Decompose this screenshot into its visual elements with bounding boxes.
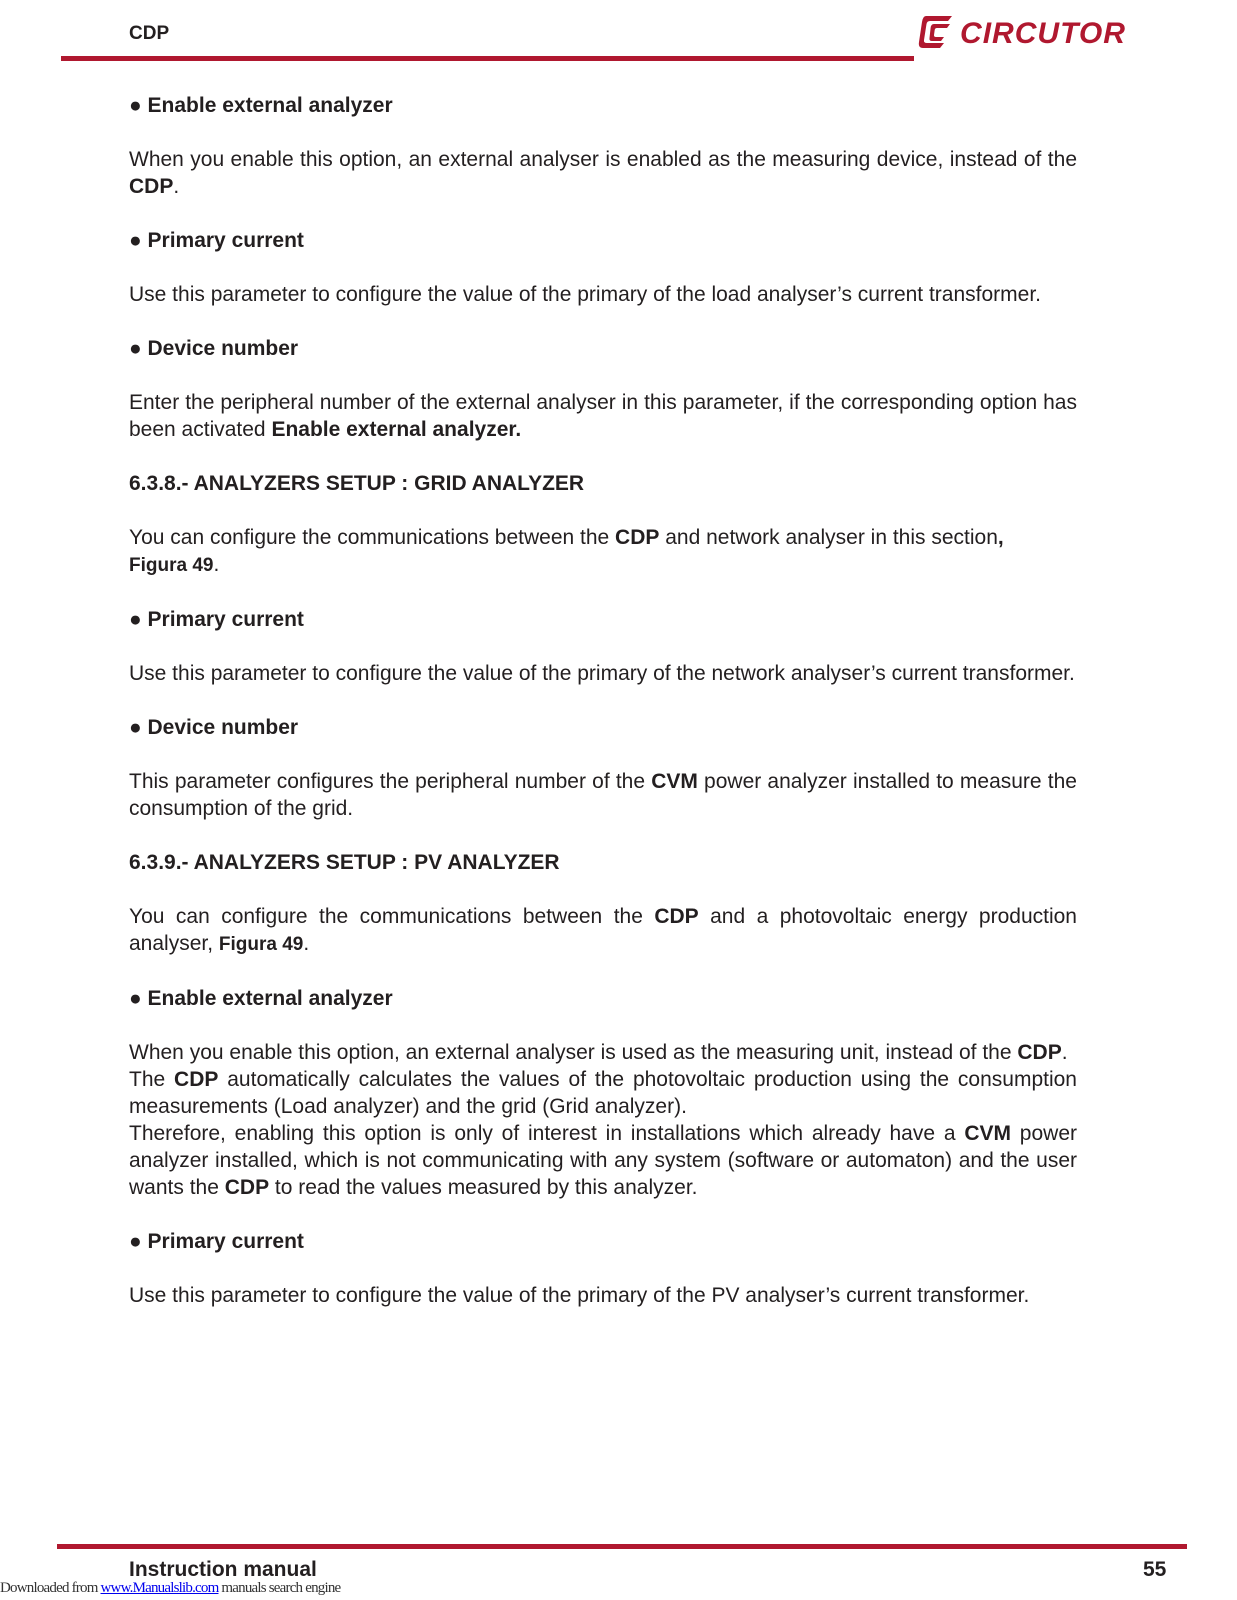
- heading-primary-current: ● Primary current: [129, 229, 304, 252]
- heading-device-number: ● Device number: [129, 716, 299, 739]
- paragraph-pv-analyzer: [129, 903, 1077, 958]
- paragraph-auto-calculation: [129, 1066, 1077, 1120]
- circutor-logo: [918, 12, 1130, 52]
- svg-text:CIRCUTOR: CIRCUTOR: [960, 17, 1126, 50]
- text: .: [213, 553, 220, 576]
- text: .: [1061, 1041, 1068, 1064]
- manualslib-link[interactable]: www.Manualslib.com: [100, 1580, 219, 1596]
- page-number: 55: [1143, 1558, 1167, 1581]
- text: and network analyser in this section: [659, 526, 998, 549]
- header-divider: [61, 56, 914, 61]
- text: .: [303, 932, 310, 955]
- page-body: [129, 92, 1077, 1309]
- text: This parameter configures the peripheral number of the: [129, 770, 652, 793]
- text: You can configure the communications between the: [129, 905, 655, 928]
- bold-text: Enable external analyzer.: [271, 418, 522, 441]
- paragraph-primary-current-pv: Use this parameter to configure the value of the primary of the PV analyser’s current transformer.: [129, 1284, 1030, 1307]
- text: Downloaded from: [0, 1580, 101, 1596]
- paragraph-enable-external-analyzer: [129, 146, 1077, 200]
- download-note: [0, 1580, 340, 1597]
- heading-device-number: ● Device number: [129, 337, 299, 360]
- bold-text: CDP: [224, 1176, 270, 1199]
- bold-text: CDP: [654, 905, 699, 928]
- paragraph-device-number-grid: [129, 768, 1077, 822]
- text: automatically calculates the values of the photovoltaic production using the consumption measurements (Load analyzer) and the grid (Grid analyzer).: [129, 1068, 1077, 1118]
- heading-enable-external-analyzer: ● Enable external analyzer: [129, 94, 393, 117]
- bold-text: CVM: [651, 770, 698, 793]
- text: When you enable this option, an external analyser is enabled as the measuring device, instead of the: [129, 148, 1077, 171]
- text: You can configure the communications between the: [129, 526, 616, 549]
- paragraph-grid-analyzer: [129, 524, 1077, 579]
- heading-enable-external-analyzer: ● Enable external analyzer: [129, 987, 393, 1010]
- footer-label: Instruction manual: [129, 1558, 317, 1581]
- footer-divider: [57, 1544, 1187, 1549]
- paragraph-primary-current-network: Use this parameter to configure the value of the primary of the network analyser’s current transformer.: [129, 662, 1075, 685]
- heading-primary-current: ● Primary current: [129, 608, 304, 631]
- text: power analyzer installed, which is not communicating with any system (software or automaton) and the user wants the: [129, 1122, 1077, 1199]
- text: Enter the peripheral number of the external analyser in this parameter, if the corresponding option has been activated: [129, 391, 1077, 441]
- text: Therefore, enabling this option is only of interest in installations which already have a: [129, 1122, 965, 1145]
- section-heading-grid-analyzer: 6.3.8.- ANALYZERS SETUP : GRID ANALYZER: [129, 472, 585, 495]
- bold-text: CDP: [129, 175, 174, 198]
- section-heading-pv-analyzer: 6.3.9.- ANALYZERS SETUP : PV ANALYZER: [129, 851, 560, 874]
- header-title: CDP: [129, 23, 170, 44]
- heading-primary-current: ● Primary current: [129, 1230, 304, 1253]
- text: .: [173, 175, 180, 198]
- paragraph-therefore: [129, 1120, 1077, 1201]
- text: and a photovoltaic energy production analyser,: [129, 905, 1077, 955]
- figure-reference: Figura 49: [129, 555, 214, 576]
- paragraph-enable-external-pv: [129, 1039, 1077, 1066]
- text: to read the values measured by this analyzer.: [269, 1176, 698, 1199]
- text: When you enable this option, an external analyser is used as the measuring unit, instead of the: [129, 1041, 1018, 1064]
- figure-reference: Figura 49: [218, 934, 304, 955]
- bold-text: CDP: [615, 526, 660, 549]
- bold-text: CVM: [964, 1122, 1011, 1145]
- paragraph-primary-current-load: Use this parameter to configure the value of the primary of the load analyser’s current transformer.: [129, 283, 1042, 306]
- bold-text: ,: [997, 526, 1004, 549]
- text: The: [129, 1068, 175, 1091]
- bold-text: CDP: [174, 1068, 219, 1091]
- text: manuals search engine: [218, 1580, 341, 1596]
- text: power analyzer installed to measure the consumption of the grid.: [129, 770, 1077, 820]
- bold-text: CDP: [1017, 1041, 1062, 1064]
- paragraph-device-number-load: [129, 389, 1077, 443]
